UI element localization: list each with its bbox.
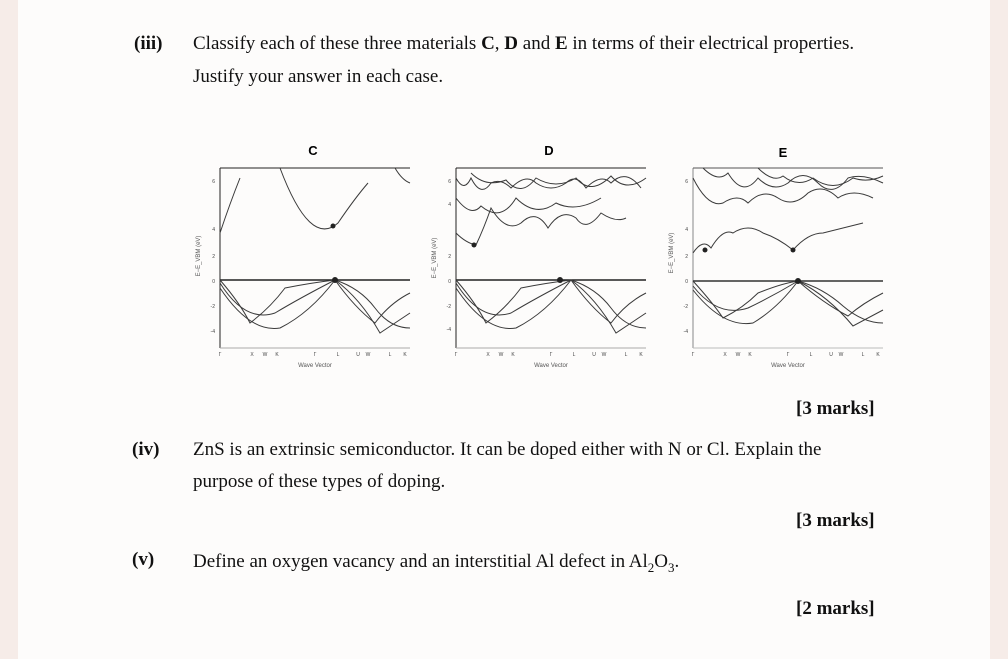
ytick-4-c: 4 xyxy=(212,227,215,233)
conduction-band-d-4 xyxy=(456,198,601,213)
vbm-point-c xyxy=(332,277,338,283)
marks-iii: [3 marks] xyxy=(796,398,875,419)
xtick-c-6: L xyxy=(336,352,340,358)
conduction-band-d-1 xyxy=(456,208,626,245)
y-axis-label-c: E−E_VBM (eV) xyxy=(196,235,202,277)
question-iii-line2: Justify your answer in each case. xyxy=(193,66,444,87)
band-structure-plot-d xyxy=(426,138,661,373)
ytick-m2-c: -2 xyxy=(210,304,215,310)
xtick-e-2: X xyxy=(723,352,727,358)
ytick-m4-d: -4 xyxy=(446,327,451,333)
q3-sep1: , xyxy=(494,33,505,54)
xtick-c-1: Γ xyxy=(218,352,222,358)
plot-title-c: C xyxy=(308,143,318,158)
cbm-point-d xyxy=(472,243,477,248)
xtick-e-6: L xyxy=(809,352,813,358)
valence-band-c-3 xyxy=(220,280,410,333)
vbm-point-e xyxy=(795,278,801,284)
question-number-iv: (iv) xyxy=(132,439,160,460)
question-number-v: (v) xyxy=(132,549,155,570)
xtick-d-1: Γ xyxy=(454,352,458,358)
xtick-e-4: K xyxy=(748,352,752,358)
xtick-e-8: W xyxy=(838,352,844,358)
ytick-0-c: 0 xyxy=(212,279,215,285)
question-iv-line1: ZnS is an extrinsic semiconductor. It can be doped either with N or Cl. Explain the xyxy=(193,439,822,460)
conduction-band-d-3 xyxy=(471,173,646,189)
x-axis-label-d: Wave Vector xyxy=(534,363,568,369)
xtick-c-5: Γ xyxy=(313,352,317,358)
question-v-text xyxy=(193,550,679,580)
valence-band-d-1 xyxy=(456,280,646,323)
ytick-0-e: 0 xyxy=(685,279,688,285)
xtick-c-3: W xyxy=(262,352,268,358)
exam-page xyxy=(18,0,990,659)
valence-band-d-3 xyxy=(456,280,646,333)
band-structure-plot-c xyxy=(190,138,425,373)
conduction-band-c-2 xyxy=(280,168,368,229)
ytick-2-e: 2 xyxy=(685,254,688,260)
conduction-band-e-1 xyxy=(693,223,863,253)
question-number-iii: (iii) xyxy=(134,33,163,54)
ytick-6-e: 6 xyxy=(685,179,688,185)
ytick-6-c: 6 xyxy=(212,179,215,185)
xtick-c-4: K xyxy=(275,352,279,358)
q5-text-b: O xyxy=(654,551,669,572)
xtick-d-4: K xyxy=(511,352,515,358)
xtick-c-8: W xyxy=(365,352,371,358)
ytick-m4-e: -4 xyxy=(683,329,688,335)
subscript-3: 3 xyxy=(668,559,675,575)
plot-title-d: D xyxy=(544,143,554,158)
ytick-4-e: 4 xyxy=(685,227,688,233)
y-axis-label-d: E−E_VBM (eV) xyxy=(432,237,438,279)
xtick-d-9: L xyxy=(624,352,628,358)
xtick-e-1: Γ xyxy=(691,352,695,358)
ytick-2-c: 2 xyxy=(212,254,215,260)
ytick-0-d: 0 xyxy=(448,279,451,285)
material-e-label: E xyxy=(554,33,568,54)
xtick-d-5: Γ xyxy=(549,352,553,358)
q3-text-b: in terms of their electrical properties. xyxy=(567,33,855,54)
plot-title-e: E xyxy=(778,145,788,160)
xtick-e-9: L xyxy=(861,352,865,358)
q5-text-a: Define an oxygen vacancy and an interstitial Al defect in Al xyxy=(193,551,648,572)
x-axis-label-e: Wave Vector xyxy=(771,363,805,369)
xtick-e-7: U xyxy=(829,352,833,358)
xtick-e-10: K xyxy=(876,352,880,358)
xtick-d-2: X xyxy=(486,352,490,358)
ytick-6-d: 6 xyxy=(448,179,451,185)
valence-band-c-1 xyxy=(220,280,410,323)
vbm-point-d xyxy=(557,277,563,283)
conduction-band-c-3 xyxy=(395,168,410,183)
q3-sep2: and xyxy=(518,33,555,54)
xtick-c-9: L xyxy=(388,352,392,358)
question-iv-line2: purpose of these types of doping. xyxy=(193,471,446,492)
x-axis-label-c: Wave Vector xyxy=(298,363,332,369)
xtick-c-7: U xyxy=(356,352,360,358)
xtick-d-8: W xyxy=(601,352,607,358)
cbm-point-e-1 xyxy=(703,248,708,253)
xtick-c-10: K xyxy=(403,352,407,358)
xtick-d-7: U xyxy=(592,352,596,358)
q3-text-a: Classify each of these three materials xyxy=(193,33,482,54)
ytick-4-d: 4 xyxy=(448,202,451,208)
ytick-m4-c: -4 xyxy=(210,329,215,335)
material-d-label: D xyxy=(504,33,519,54)
band-structure-plot-e xyxy=(663,138,898,373)
question-iii-line1 xyxy=(193,32,854,56)
ytick-m2-d: -2 xyxy=(446,304,451,310)
cbm-point-c xyxy=(331,224,336,229)
xtick-d-3: W xyxy=(498,352,504,358)
material-c-label: C xyxy=(481,33,495,54)
cbm-point-e-2 xyxy=(791,248,796,253)
ytick-m2-e: -2 xyxy=(683,304,688,310)
xtick-e-3: W xyxy=(735,352,741,358)
conduction-band-c-1 xyxy=(220,178,240,233)
marks-v: [2 marks] xyxy=(796,598,875,619)
y-axis-label-e: E−E_VBM (eV) xyxy=(669,232,675,274)
xtick-c-2: X xyxy=(250,352,254,358)
marks-iv: [3 marks] xyxy=(796,510,875,531)
valence-band-e-3 xyxy=(693,281,883,326)
subscript-2: 2 xyxy=(647,559,655,575)
q5-text-c: . xyxy=(674,551,680,572)
xtick-e-5: Γ xyxy=(786,352,790,358)
xtick-d-6: L xyxy=(572,352,576,358)
ytick-2-d: 2 xyxy=(448,254,451,260)
xtick-d-10: K xyxy=(639,352,643,358)
